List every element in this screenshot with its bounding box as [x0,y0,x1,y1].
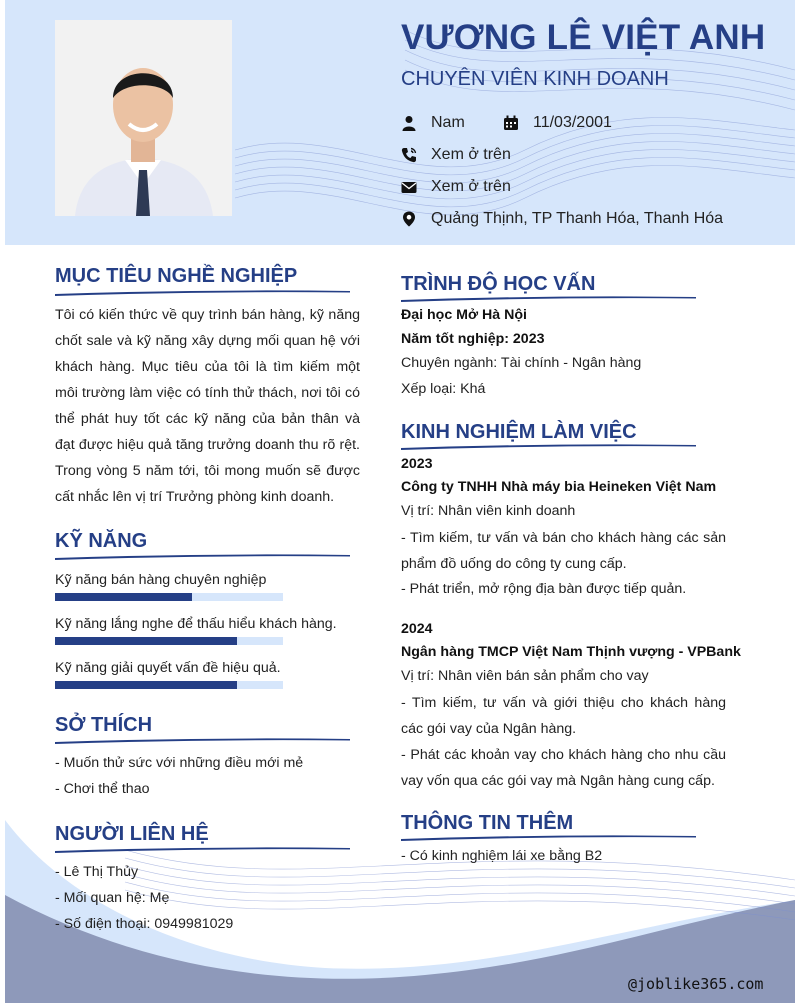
address-row [401,208,723,230]
education-school: Đại học Mở Hà Nội [401,307,527,323]
dob-value: 11/03/2001 [533,114,612,131]
phone-icon [401,147,417,163]
job-company: Công ty TNHH Nhà máy bia Heineken Việt Nam [401,479,717,495]
job-description: - Tìm kiếm, tư vấn và bán cho khách hàng các sản phẩm đồ uống do công ty cung cấp. [401,530,726,572]
extra-underline [401,833,696,841]
phone-value: Xem ở trên [431,146,511,163]
job-description: - Phát các khoản vay cho khách hàng cho nhu cầu vay vốn qua các gói vay mà Ngân hàng cung cấp. [401,747,726,789]
skill-label: Kỹ năng bán hàng chuyên nghiệp [55,572,267,588]
gender-value: Nam [431,114,465,131]
objective-heading: MỤC TIÊU NGHỀ NGHIỆP [55,265,298,287]
skill-bar-fill [55,637,237,645]
reference-item: - Lê Thị Thủy [55,864,139,880]
objective-underline [55,288,350,296]
envelope-icon [401,179,417,195]
education-underline [401,294,696,302]
candidate-title: CHUYÊN VIÊN KINH DOANH [401,68,669,90]
reference-item: - Số điện thoại: 0949981029 [55,916,234,932]
footer-handle[interactable]: @joblike365.com [628,975,764,993]
experience-underline [401,442,696,450]
job-description: - Phát triển, mở rộng địa bàn được tiếp quản. [401,581,687,597]
extra-item: - Có kinh nghiệm lái xe bằng B2 [401,848,603,864]
objective-text: Tôi có kiến thức về quy trình bán hàng, kỹ năng chốt sale và kỹ năng xây dựng mối quan hệ với khách hàng. Mục tiêu của tôi là tìm kiếm một môi trường làm việc có tính thử thách, nơi tôi có thể phát huy tốt các kỹ năng của bản thân và đạt được hiệu quả tăng trưởng doanh thu rõ rệt. Trong vòng 5 năm tới, tôi mong muốn sẽ được cất nhắc lên vị trí Trưởng phòng kinh doanh. [55,307,360,505]
skill-label: Kỹ năng giải quyết vấn đề hiệu quả. [55,660,281,676]
skill-bar-fill [55,681,237,689]
hobby-item: - Muốn thử sức với những điều mới mẻ [55,755,304,771]
reference-underline [55,845,350,853]
education-graduation: Năm tốt nghiệp: 2023 [401,331,545,347]
hobbies-underline [55,736,350,744]
candidate-name: VƯƠNG LÊ VIỆT ANH [401,18,766,57]
extra-heading: THÔNG TIN THÊM [401,812,574,834]
reference-heading: NGƯỜI LIÊN HỆ [55,823,209,845]
education-heading: TRÌNH ĐỘ HỌC VẤN [401,273,596,295]
job-position: Vị trí: Nhân viên kinh doanh [401,503,576,519]
email-value: Xem ở trên [431,178,511,195]
skill-bar [55,593,283,601]
location-pin-icon [401,211,417,227]
hobbies-heading: SỞ THÍCH [55,714,153,736]
calendar-icon [503,115,519,131]
skill-bar [55,681,283,689]
job-year: 2023 [401,456,433,472]
skills-underline [55,552,350,560]
job-company: Ngân hàng TMCP Việt Nam Thịnh vượng - VPBank [401,644,741,660]
gender-row [401,112,465,134]
address-value: Quảng Thịnh, TP Thanh Hóa, Thanh Hóa [431,210,724,227]
resume-page [5,0,795,1003]
job-position: Vị trí: Nhân viên bán sản phẩm cho vay [401,668,649,684]
reference-item: - Mối quan hệ: Mẹ [55,890,170,906]
profile-photo [55,20,232,216]
phone-row [401,144,511,166]
skill-bar-fill [55,593,192,601]
skill-label: Kỹ năng lắng nghe để thấu hiểu khách hàng. [55,616,337,632]
job-year: 2024 [401,621,433,637]
dob-row [503,112,612,134]
skill-bar [55,637,283,645]
person-icon [401,115,417,131]
hobby-item: - Chơi thể thao [55,781,150,797]
education-grade: Xếp loại: Khá [401,381,486,397]
skills-heading: KỸ NĂNG [55,530,148,552]
job-description: - Tìm kiếm, tư vấn và giới thiệu cho khách hàng các gói vay của Ngân hàng. [401,695,726,737]
education-major: Chuyên ngành: Tài chính - Ngân hàng [401,355,642,371]
experience-heading: KINH NGHIỆM LÀM VIỆC [401,421,637,443]
email-row [401,176,511,198]
